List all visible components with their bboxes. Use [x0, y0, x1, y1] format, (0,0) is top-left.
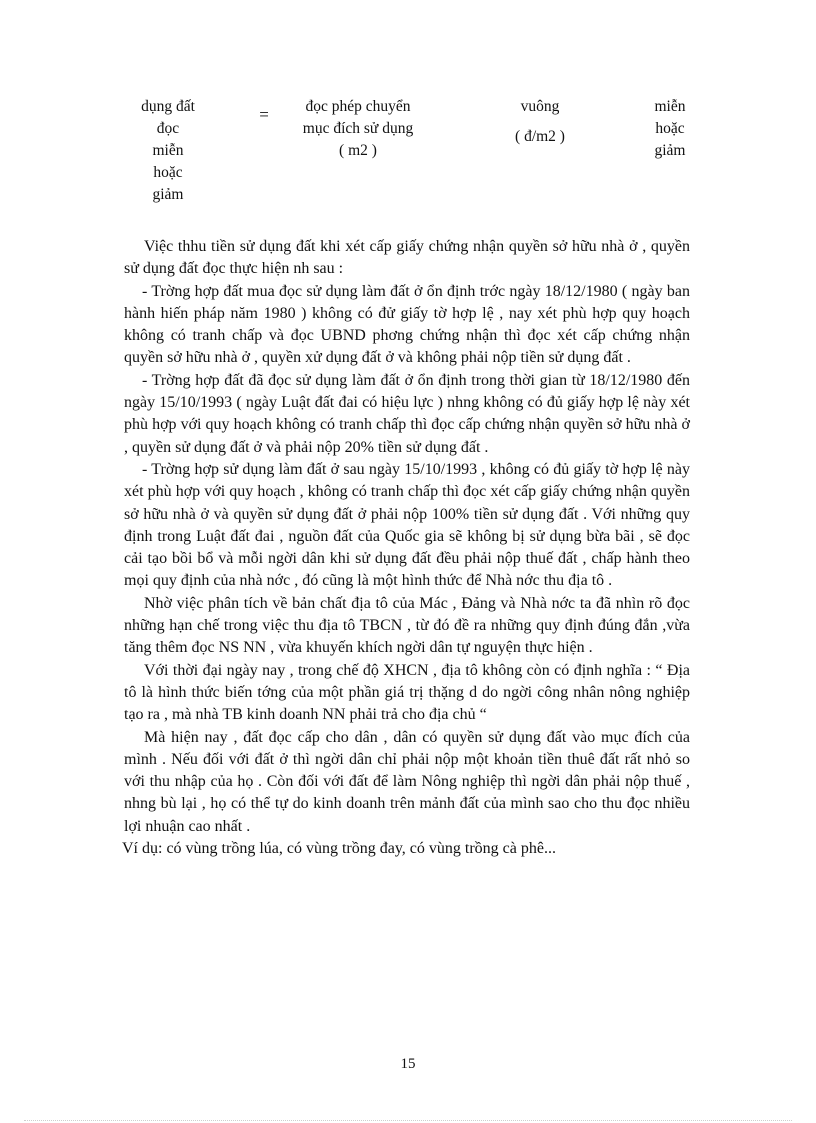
page-number: 15 [400, 1056, 416, 1072]
formula-text: đọc [156, 120, 180, 137]
formula-text: giảm [654, 142, 686, 159]
formula-text: vuông [520, 98, 560, 115]
formula-text: giảm [152, 186, 184, 203]
formula-col-area [278, 96, 438, 162]
paragraph: Với thời đại ngày nay , trong chế độ XHCN , địa tô không còn có định nghĩa : “ Địa tô là hình thức biến tớng của một phần giá trị thặng d do ngời công nhân nông nghiệp tạo ra , mà nhà TB kinh doanh NN phải trả cho địa chủ “ [124, 661, 690, 724]
equals-sign: = [259, 105, 269, 124]
body-text [124, 236, 690, 860]
formula-col-price [480, 96, 600, 148]
paragraph: - Trờng hợp sử dụng làm đất ở sau ngày 15/10/1993 , không có đủ giấy tờ hợp lệ này xét phù hợp với quy hoạch , không có tranh chấp thì đọc xét cấp giấy chứng nhận quyền sở hữu nhà ở và quyền sử dụng đất ở phải nộp 100% tiền sử dụng đất . Với những quy định trong Luật đất đai , nguồn đất của Quốc gia sẽ không bị sử dụng bừa bãi , sẽ đọc cải tạo bồi bổ và mỗi ngời dân khi sử dụng đất đều phải nộp thuế đất , chấp hành theo mọi quy định của nhà nớc , đó cũng là một hình thức để Nhà nớc thu địa tô . [124, 460, 690, 590]
formula-col-land-exempt [128, 96, 208, 206]
example-line: Ví dụ: có vùng trồng lúa, có vùng trồng đay, có vùng trồng cà phê... [122, 840, 556, 858]
formula-text: ( đ/m2 ) [515, 128, 565, 145]
formula-text: mục đích sử dụng [302, 120, 414, 137]
formula-text: hoặc [655, 120, 685, 137]
formula-col-exempt [640, 96, 700, 162]
paragraph: - Trờng hợp đất mua đọc sử dụng làm đất ở ổn định trớc ngày 18/12/1980 ( ngày ban hành hiến pháp năm 1980 ) không có đử giấy tờ hợp lệ , nay xét phù hợp quy hoạch không có tranh chấp và đọc UBND phơng chứng nhận thì đọc xét cấp chứng nhận quyền sở hữu nhà ở , quyền xử dụng đất ở và không phải nộp tiền sử dụng đất . [124, 282, 690, 367]
formula-text: miễn [654, 98, 686, 115]
formula-block [0, 96, 816, 216]
formula-text: miễn [152, 142, 184, 159]
formula-text: dụng đất [141, 98, 195, 115]
formula-text: ( m2 ) [339, 142, 377, 159]
paragraph: Nhờ việc phân tích về bản chất địa tô của Mác , Đảng và Nhà nớc ta đã nhìn rõ đọc những hạn chế trong việc thu địa tô TBCN , từ đó đề ra những quy định đúng đắn ,vừa tăng thêm đọc NS NN , vừa khuyến khích ngời dân tự nguyện thực hiện . [124, 594, 690, 657]
formula-text: đọc phép chuyển [305, 98, 411, 115]
paragraph: Mà hiện nay , đất đọc cấp cho dân , dân có quyền sử dụng đất vào mục đích của mình . Nếu đối với đất ở thì ngời dân chỉ phải nộp một khoản tiền thuê đất rất nhỏ so với thu nhập của họ . Còn đối với đất để làm Nông nghiệp thì ngời dân phải nộp thuế , nhng bù lại , họ có thể tự do kinh doanh trên mảnh đất của mình sao cho thu đọc nhiều lợi nhuận cao nhất . [124, 728, 690, 835]
page-divider [24, 1120, 792, 1121]
paragraph: - Trờng hợp đất đã đọc sử dụng làm đất ở ổn định trong thời gian từ 18/12/1980 đến ngày 15/10/1993 ( ngày Luật đất đai có hiệu lực ) nhng không có đủ giấy hợp lệ này xét phù hợp với quy hoạch không có tranh chấp thì đọc cấp chứng nhận quyền sở hữu nhà ở , quyền sử dụng đất ở và phải nộp 20% tiền sử dụng đất . [124, 371, 690, 456]
paragraph: Việc thhu tiền sử dụng đất khi xét cấp giấy chứng nhận quyền sở hữu nhà ở , quyền sử dụng đất đọc thực hiện nh sau : [124, 238, 690, 278]
formula-text: hoặc [153, 164, 183, 181]
